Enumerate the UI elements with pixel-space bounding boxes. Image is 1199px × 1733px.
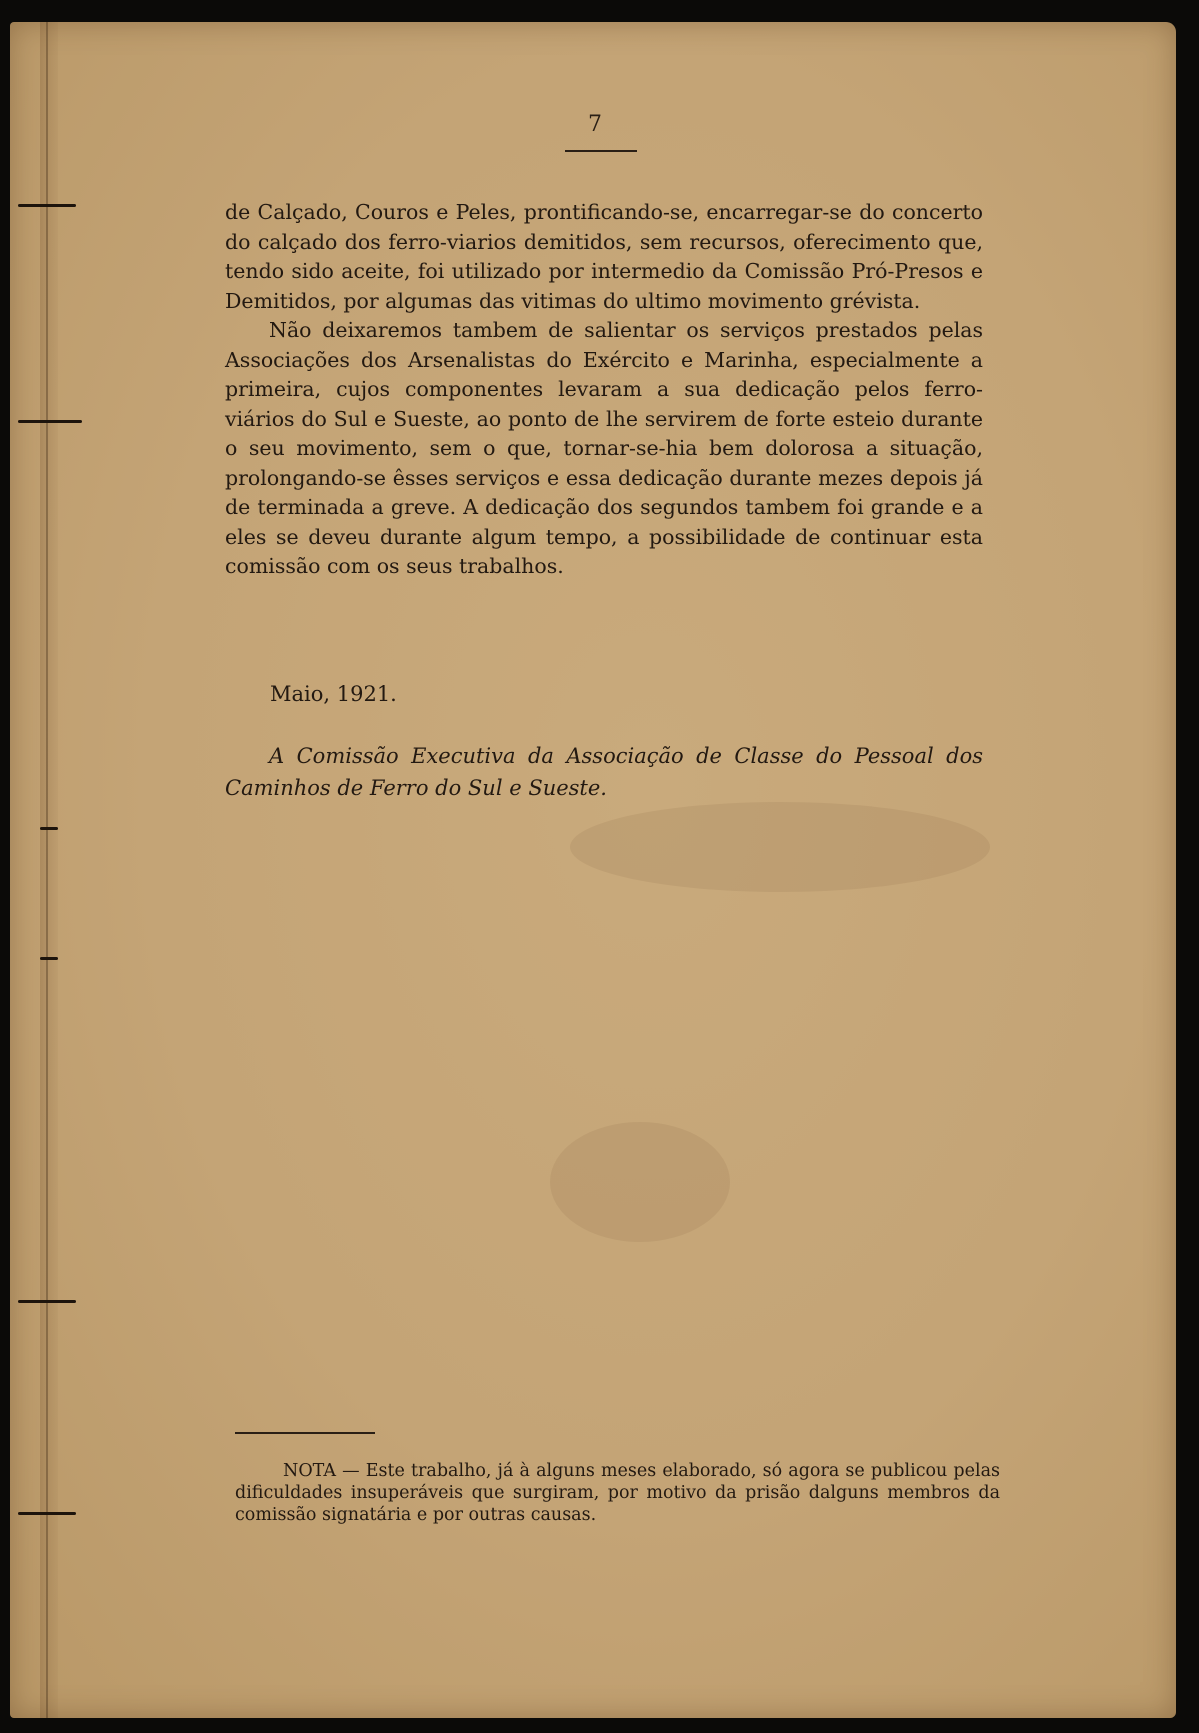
body-text (225, 198, 983, 582)
signature-line: A Comissão Executiva da Associação de Classe do Pessoal dos Caminhos de Ferro do Sul e Sueste. (225, 744, 983, 800)
footnote-rule (235, 1432, 375, 1434)
date-line: Maio, 1921. (270, 682, 397, 706)
paragraph: Não deixaremos tambem de salientar os serviços prestados pelas Associações dos Arsenalistas do Exército e Marinha, especialmente a primeira, cujos componentes levaram a sua dedicação pelos ferro-viários do Sul e Sueste, ao ponto de lhe servirem de forte esteio durante o seu movimento, sem o que, tornar-se-hia bem dolorosa a situação, prolongando-se êsses serviços e essa dedicação durante mezes depois já de terminada a greve. A dedicação dos segundos tambem foi grande e a eles se deveu durante algum tempo, a possibilidade de continuar esta comissão com os seus trabalhos. (225, 318, 983, 578)
binding-stitch (18, 1512, 76, 1515)
page-number-rule (565, 150, 637, 152)
paper-stain (570, 802, 990, 892)
binding-stitch (18, 420, 82, 423)
binding-stitch (18, 1300, 76, 1303)
paper-stain (550, 1122, 730, 1242)
footnote: NOTA — Este trabalho, já à alguns meses elaborado, só agora se publicou pelas dificuldades insuperáveis que surgiram, por motivo da prisão dalguns membros da comissão signatária e por outras causas. (235, 1461, 1000, 1525)
binding-stitch (18, 204, 76, 207)
paragraph: de Calçado, Couros e Peles, prontificando-se, encarregar-se do concerto do calçado dos ferro-viarios demitidos, sem recursos, oferecimento que, tendo sido aceite, foi utilizado por intermedio da Comissão Pró-Presos e Demitidos, por algumas das vitimas do ultimo movimento grévista. (225, 200, 983, 313)
binding-stitch (40, 827, 58, 830)
page-number: 7 (588, 112, 602, 137)
binding-stitch (40, 957, 58, 960)
binding-spine (40, 22, 58, 1718)
binding-fold-line (46, 22, 48, 1718)
